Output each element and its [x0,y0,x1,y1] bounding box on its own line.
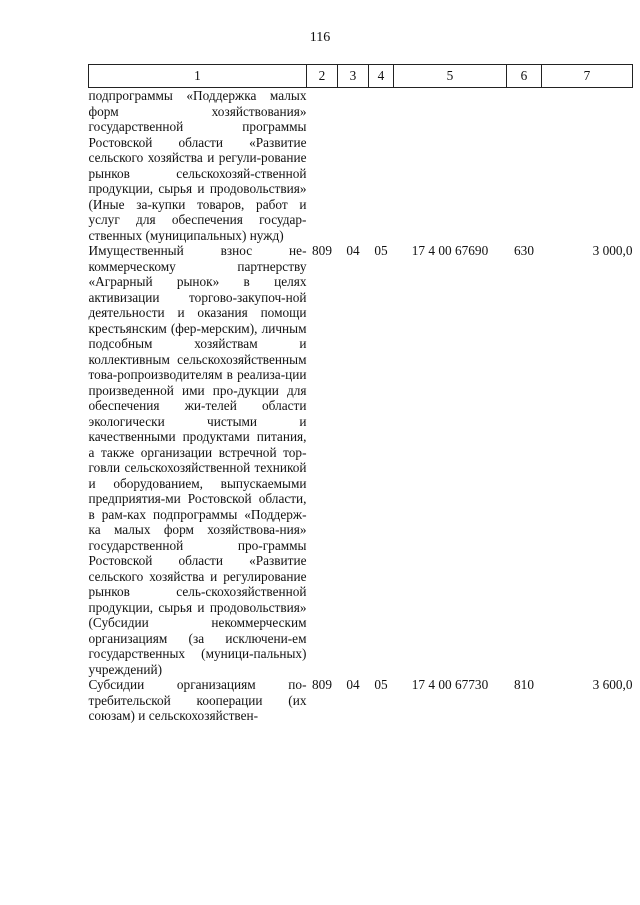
col-header-1: 1 [89,65,307,88]
row-description: Субсидии организациям по-требительской кооперации (их союзам) и сельскохозяйствен- [88,677,307,723]
col-header-5: 5 [394,65,507,88]
subsection-code: 05 [374,243,388,258]
budget-table [88,64,633,724]
amount: 3 000,0 [592,243,633,258]
table-row [89,677,633,724]
ministry-code [307,88,338,244]
table-header-row [89,65,633,88]
amount [542,88,633,244]
col-header-4: 4 [369,65,394,88]
table-row [89,88,633,244]
page-number: 116 [309,30,331,45]
subsection-code: 05 [374,677,388,692]
target-article-code [394,88,507,244]
col-header-3: 3 [338,65,369,88]
section-code [338,88,369,244]
expense-type-code [507,88,542,244]
col-header-6: 6 [507,65,542,88]
amount: 3 600,0 [592,677,633,692]
ministry-code: 809 [312,677,332,692]
expense-type-code: 810 [514,677,534,692]
row-description: Имущественный взнос не-коммерческому партнерству «Аграрный рынок» в целях активизации торгово-закупоч-ной деятельности и оказания помощи крестьянским (фер-мерским), личным подсобным хозяйствам и коллективным сельскохозяйственным това-ропроизводителям в реализа-ции произведенной ими про-дукции для обеспечения жи-телей области экологически чистыми и качественными продуктами питания, а также организации встречной тор-говли сельскохозяйственной техникой и оборудованием, выпускаемыми предприятия-ми Ростовской области, в рам-ках подпрограммы «Поддерж-ка малых форм хозяйствова-ния» государственной про-граммы Ростовской области «Развитие сельского хозяйства и регулирование рынков сель-скохозяйственной продукции, сырья и продовольствия» (Субсидии некоммерческим организациям (за исключени-ем государственных (муници-пальных) учреждений) [88,243,307,677]
target-article-code: 17 4 00 67730 [411,677,489,692]
ministry-code: 809 [312,243,332,258]
section-code: 04 [346,677,360,692]
subsection-code [369,88,394,244]
target-article-code: 17 4 00 67690 [411,243,489,258]
table-row [89,243,633,677]
col-header-7: 7 [542,65,633,88]
section-code: 04 [346,243,360,258]
row-description: подпрограммы «Поддержка малых форм хозяйствования» государственной программы Ростовской области «Развитие сельского хозяйства и регули-рование рынков сельскохозяй-ственной продукции, сырья и продовольствия» (Иные за-купки товаров, работ и услуг для обеспечения государ-ственных (муниципальных) нужд) [88,88,307,243]
expense-type-code: 630 [514,243,534,258]
col-header-2: 2 [307,65,338,88]
